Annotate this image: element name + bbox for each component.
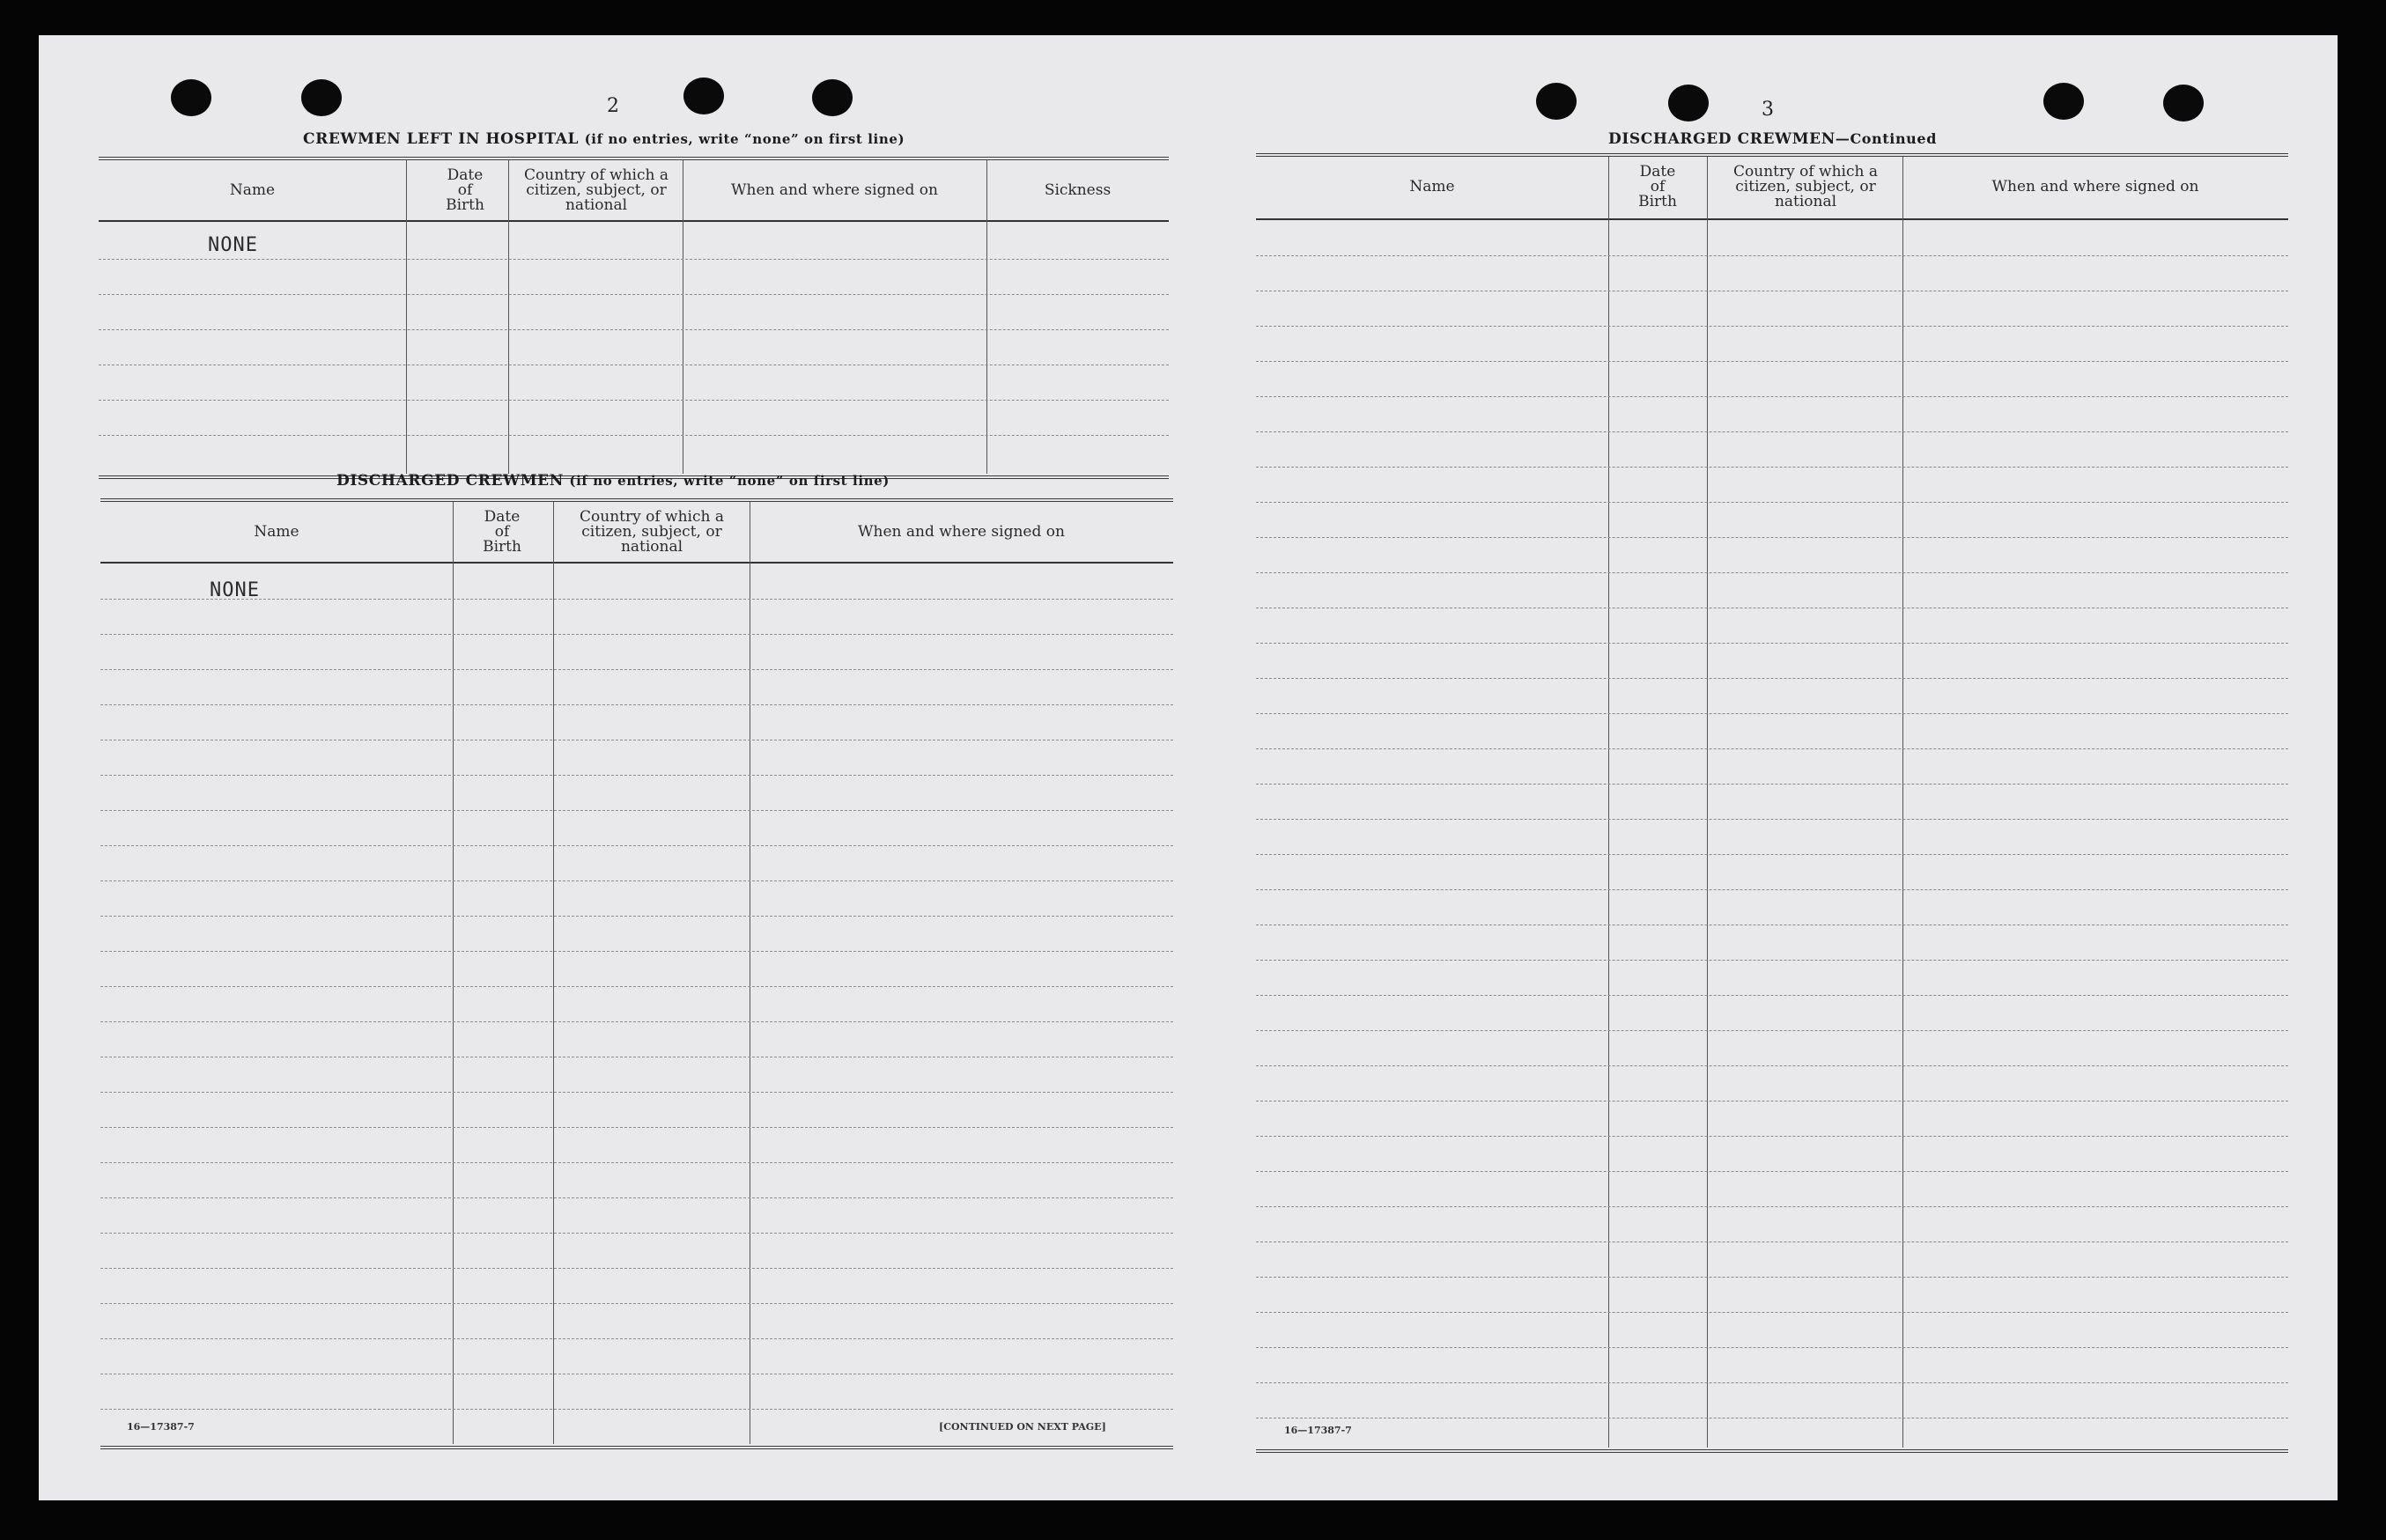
discharged-entry: NONE bbox=[210, 579, 260, 601]
col-header-date-of-birth: Date of Birth bbox=[483, 507, 521, 556]
punch-hole bbox=[812, 79, 853, 116]
hospital-entry: NONE bbox=[208, 234, 258, 256]
col-header-name: Name bbox=[229, 181, 276, 199]
page-number: 2 bbox=[607, 95, 619, 117]
col-header-name: Name bbox=[254, 522, 299, 541]
page-number: 3 bbox=[1762, 99, 1774, 121]
hospital-title: CREWMEN LEFT IN HOSPITAL bbox=[303, 130, 580, 148]
discharged-section-title bbox=[336, 472, 890, 490]
col-header-date-of-birth: Date of Birth bbox=[1638, 162, 1677, 210]
hospital-section-title bbox=[303, 130, 905, 148]
punch-hole bbox=[683, 77, 724, 114]
continued-note: [CONTINUED ON NEXT PAGE] bbox=[939, 1421, 1106, 1433]
discharged-table bbox=[100, 498, 1173, 1455]
col-header-country: Country of which a citizen, subject, or national bbox=[524, 166, 669, 214]
col-header-signed-on: When and where signed on bbox=[731, 181, 938, 199]
document-sheet bbox=[39, 35, 2338, 1500]
hospital-note: (if no entries, write “none” on first line) bbox=[584, 131, 905, 147]
col-header-sickness: Sickness bbox=[1044, 181, 1112, 199]
col-header-country: Country of which a citizen, subject, or national bbox=[580, 507, 724, 556]
discharged-continued-table bbox=[1256, 153, 2288, 1455]
punch-hole bbox=[1668, 85, 1709, 122]
form-number: 16—17387-7 bbox=[127, 1421, 195, 1433]
form-number: 16—17387-7 bbox=[1284, 1425, 1352, 1436]
punch-hole bbox=[1536, 83, 1577, 120]
col-header-name: Name bbox=[1409, 177, 1455, 195]
discharged-continued-suffix: —Continued bbox=[1835, 130, 1937, 147]
discharged-continued-title-main: DISCHARGED CREWMEN bbox=[1608, 130, 1836, 148]
punch-hole bbox=[301, 79, 342, 116]
col-header-date-of-birth: Date of Birth bbox=[446, 166, 484, 214]
col-header-country: Country of which a citizen, subject, or national bbox=[1733, 162, 1878, 210]
discharged-title: DISCHARGED CREWMEN bbox=[336, 472, 564, 490]
discharged-continued-title bbox=[1608, 130, 1937, 148]
punch-hole bbox=[2043, 83, 2084, 120]
hospital-table bbox=[99, 157, 1169, 483]
discharged-note: (if no entries, write “none” on first line) bbox=[569, 473, 890, 489]
punch-hole bbox=[2163, 85, 2204, 122]
col-header-signed-on: When and where signed on bbox=[858, 522, 1065, 541]
punch-hole bbox=[171, 79, 211, 116]
col-header-signed-on: When and where signed on bbox=[1991, 177, 2199, 195]
